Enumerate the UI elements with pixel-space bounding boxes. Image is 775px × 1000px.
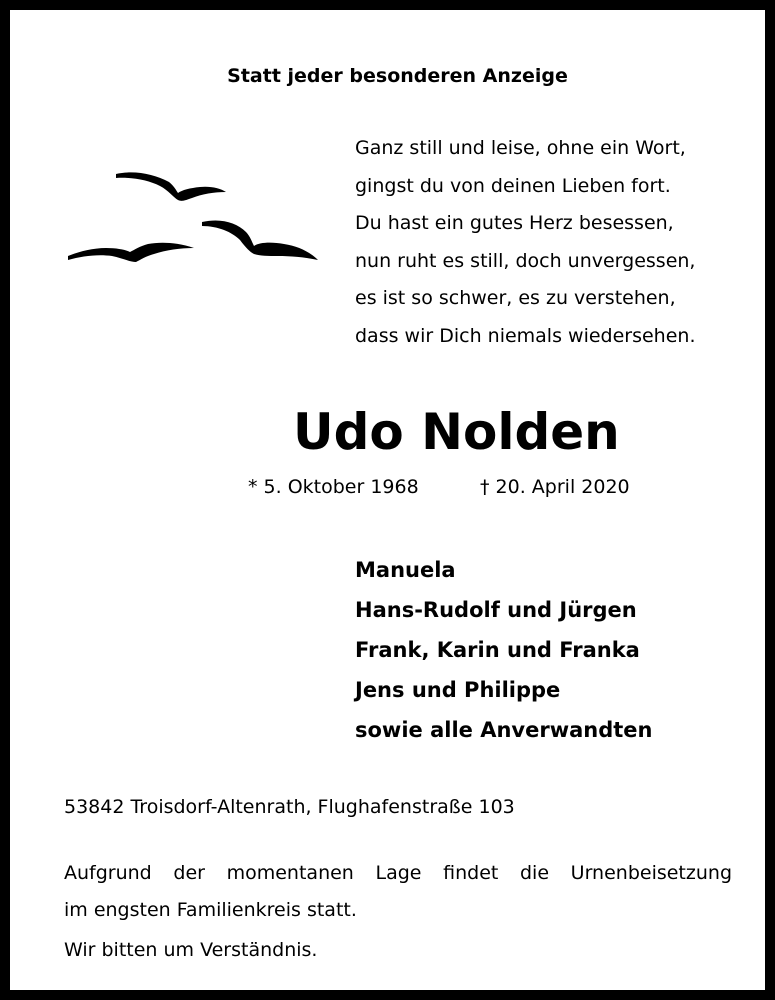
mourners-list (355, 550, 755, 750)
bird-right-icon (202, 220, 318, 260)
bird-top-icon (116, 172, 226, 200)
header-title: Statt jeder besonderen Anzeige (227, 65, 568, 87)
birds-silhouette-icon (64, 160, 324, 275)
poem-line: es ist so schwer, es zu verstehen, (355, 287, 676, 309)
mourner-item: sowie alle Anverwandten (355, 718, 653, 742)
poem-line: nun ruht es still, doch unvergessen, (355, 249, 696, 272)
notice (64, 855, 732, 929)
closing-text: Wir bitten um Verständnis. (64, 939, 318, 961)
poem (355, 130, 755, 355)
deceased-name: Udo Nolden (293, 403, 620, 461)
bird-left-icon (68, 243, 194, 262)
mourner-item: Manuela (355, 558, 456, 582)
poem-line: gingst du von deinen Lieben fort. (355, 174, 671, 197)
address: 53842 Troisdorf-Altenrath, Flughafenstraße 103 (64, 796, 515, 818)
mourner-item: Hans-Rudolf und Jürgen (355, 598, 637, 622)
poem-line: Ganz still und leise, ohne ein Wort, (355, 137, 686, 159)
poem-line: dass wir Dich niemals wiedersehen. (355, 324, 696, 347)
mourner-item: Jens und Philippe (355, 678, 561, 702)
death-date: † 20. April 2020 (480, 476, 630, 498)
poem-line: Du hast ein gutes Herz besessen, (355, 212, 674, 234)
birth-date: * 5. Oktober 1968 (248, 476, 419, 498)
notice-line: Aufgrund der momentanen Lage findet die Urnenbeisetzung (64, 862, 732, 884)
notice-line: im engsten Familienkreis statt. (64, 899, 357, 921)
mourner-item: Frank, Karin und Franka (355, 638, 640, 662)
